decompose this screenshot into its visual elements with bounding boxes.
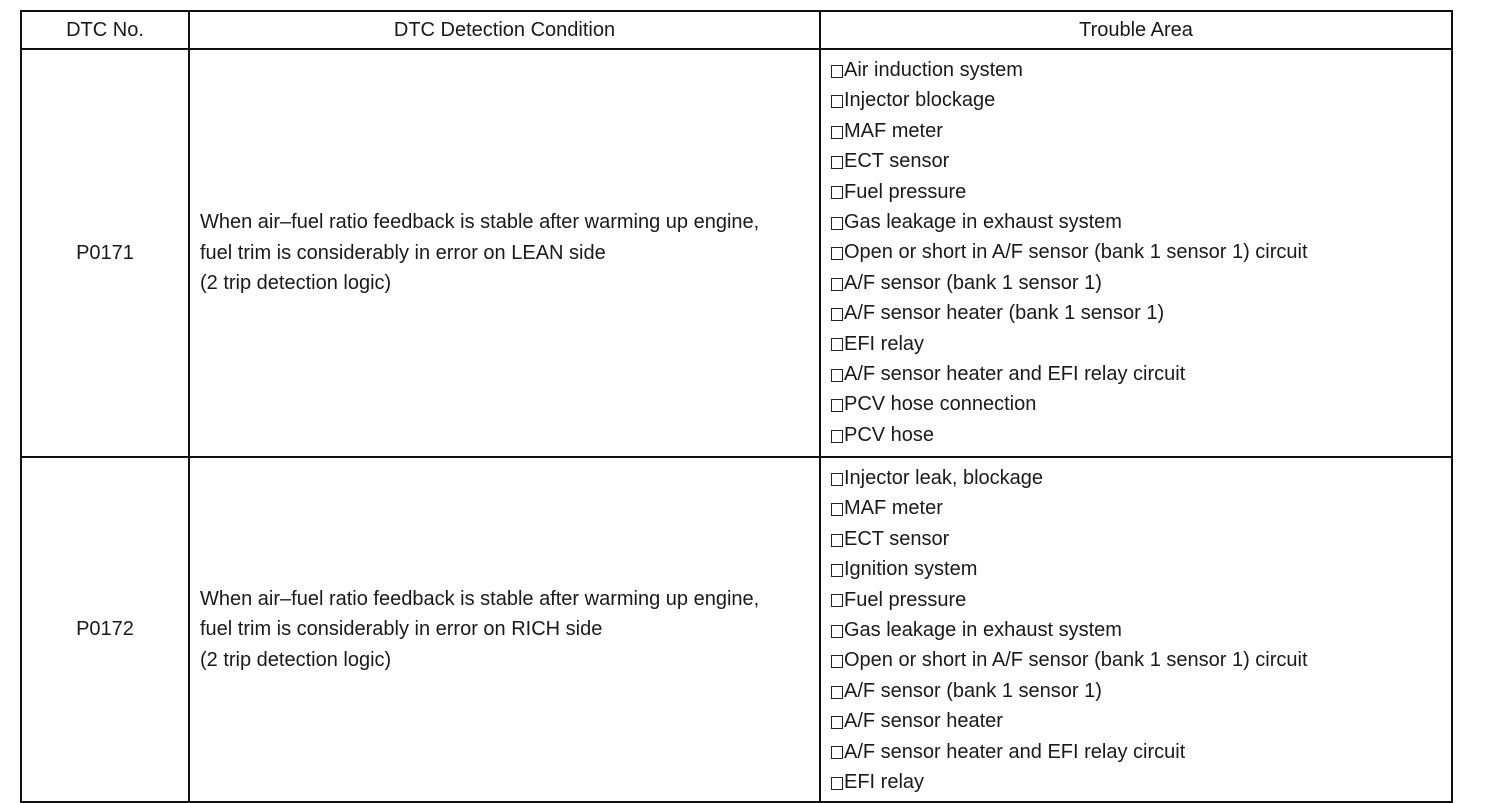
list-item-label: Gas leakage in exhaust system xyxy=(844,619,1122,642)
list-item-label: EFI relay xyxy=(844,332,925,355)
list-item-label: Air induction system xyxy=(844,59,1023,81)
checkbox-icon xyxy=(831,399,843,412)
list-item-label: MAF meter xyxy=(844,119,943,142)
trouble-area-list xyxy=(831,463,1451,797)
list-item-label: EFI relay xyxy=(844,771,925,794)
list-item xyxy=(831,389,1451,419)
header-row xyxy=(21,11,1452,49)
checkbox-icon xyxy=(831,126,843,139)
list-item-label: Fuel pressure xyxy=(844,588,967,611)
detection-condition xyxy=(189,457,820,802)
list-item xyxy=(831,706,1451,736)
list-item-label: PCV hose connection xyxy=(844,393,1037,416)
checkbox-icon xyxy=(831,473,843,486)
dtc-code: P0171 xyxy=(21,49,189,457)
checkbox-icon xyxy=(831,247,843,260)
checkbox-icon xyxy=(831,95,843,108)
checkbox-icon xyxy=(831,156,843,169)
header-trouble-area: Trouble Area xyxy=(820,11,1452,49)
list-item xyxy=(831,493,1451,523)
condition-line: When air–fuel ratio feedback is stable after warming up engine, xyxy=(200,211,760,234)
checkbox-icon xyxy=(831,430,843,443)
list-item xyxy=(831,268,1451,298)
list-item xyxy=(831,146,1451,176)
list-item xyxy=(831,85,1451,115)
list-item-label: MAF meter xyxy=(844,497,943,520)
list-item xyxy=(831,298,1451,328)
list-item-label: A/F sensor (bank 1 sensor 1) xyxy=(844,679,1102,702)
list-item-label: Open or short in A/F sensor (bank 1 sensor 1) circuit xyxy=(844,649,1308,672)
list-item-label: Injector leak, blockage xyxy=(844,467,1044,489)
condition-line: (2 trip detection logic) xyxy=(200,648,392,671)
table-row xyxy=(21,457,1452,802)
list-item xyxy=(831,237,1451,267)
list-item xyxy=(831,554,1451,584)
header-detection-condition: DTC Detection Condition xyxy=(189,11,820,49)
list-item xyxy=(831,207,1451,237)
checkbox-icon xyxy=(831,655,843,668)
checkbox-icon xyxy=(831,308,843,321)
dtc-code: P0172 xyxy=(21,457,189,802)
checkbox-icon xyxy=(831,625,843,638)
list-item-label: Open or short in A/F sensor (bank 1 sensor 1) circuit xyxy=(844,241,1308,264)
list-item-label: ECT sensor xyxy=(844,150,950,173)
checkbox-icon xyxy=(831,369,843,382)
list-item xyxy=(831,737,1451,767)
checkbox-icon xyxy=(831,686,843,699)
list-item xyxy=(831,420,1451,450)
trouble-area-list xyxy=(831,55,1451,450)
condition-line: fuel trim is considerably in error on RICH side xyxy=(200,618,603,641)
list-item-label: Injector blockage xyxy=(844,89,996,112)
list-item-label: Ignition system xyxy=(844,558,978,581)
checkbox-icon xyxy=(831,594,843,607)
checkbox-icon xyxy=(831,65,843,78)
checkbox-icon xyxy=(831,217,843,230)
dtc-table xyxy=(20,10,1453,803)
list-item xyxy=(831,676,1451,706)
list-item xyxy=(831,524,1451,554)
list-item-label: A/F sensor heater and EFI relay circuit xyxy=(844,740,1186,763)
list-item xyxy=(831,615,1451,645)
list-item-label: Gas leakage in exhaust system xyxy=(844,211,1122,234)
checkbox-icon xyxy=(831,503,843,516)
checkbox-icon xyxy=(831,338,843,351)
list-item xyxy=(831,767,1451,797)
list-item-label: A/F sensor heater xyxy=(844,710,1003,733)
list-item-label: A/F sensor heater and EFI relay circuit xyxy=(844,363,1186,386)
trouble-area xyxy=(820,49,1452,457)
checkbox-icon xyxy=(831,278,843,291)
trouble-area xyxy=(820,457,1452,802)
checkbox-icon xyxy=(831,564,843,577)
header-dtc-no: DTC No. xyxy=(21,11,189,49)
checkbox-icon xyxy=(831,534,843,547)
list-item xyxy=(831,55,1451,85)
detection-condition xyxy=(189,49,820,457)
table-row xyxy=(21,49,1452,457)
list-item xyxy=(831,585,1451,615)
checkbox-icon xyxy=(831,746,843,759)
list-item-label: ECT sensor xyxy=(844,527,950,550)
list-item xyxy=(831,645,1451,675)
list-item xyxy=(831,463,1451,493)
list-item-label: PCV hose xyxy=(844,423,935,446)
list-item xyxy=(831,177,1451,207)
checkbox-icon xyxy=(831,186,843,199)
list-item-label: A/F sensor (bank 1 sensor 1) xyxy=(844,271,1102,294)
list-item-label: A/F sensor heater (bank 1 sensor 1) xyxy=(844,302,1165,325)
list-item xyxy=(831,329,1451,359)
condition-line: fuel trim is considerably in error on LEAN side xyxy=(200,241,606,264)
checkbox-icon xyxy=(831,716,843,729)
list-item-label: Fuel pressure xyxy=(844,180,967,203)
condition-line: When air–fuel ratio feedback is stable after warming up engine, xyxy=(200,587,760,610)
list-item xyxy=(831,116,1451,146)
checkbox-icon xyxy=(831,777,843,790)
condition-line: (2 trip detection logic) xyxy=(200,272,392,295)
list-item xyxy=(831,359,1451,389)
